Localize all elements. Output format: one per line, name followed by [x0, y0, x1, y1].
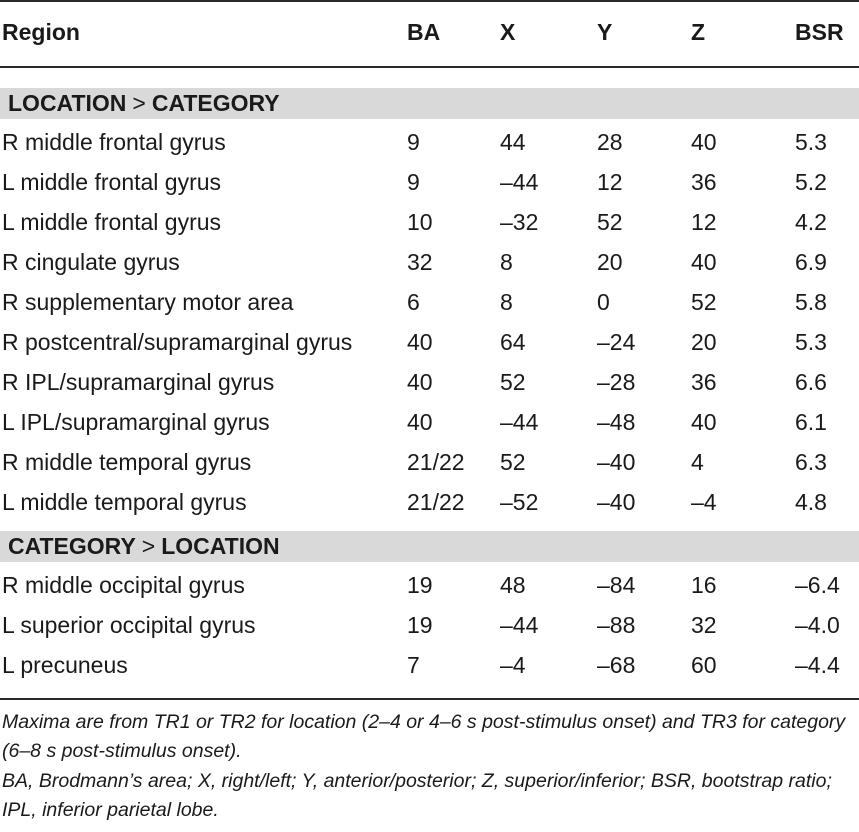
- table-row: [0, 645, 859, 685]
- cell-region: R IPL/supramarginal gyrus: [2, 369, 275, 395]
- cell-x: –44: [500, 409, 539, 435]
- cell-ba: 9: [407, 169, 420, 195]
- cell-ba: 32: [407, 249, 433, 275]
- cell-ba: 19: [407, 612, 433, 638]
- section-header-location-category: [0, 88, 859, 119]
- cell-x: 64: [500, 329, 526, 355]
- section-title: [8, 89, 280, 117]
- cell-y: 12: [597, 169, 623, 195]
- cell-region: R middle occipital gyrus: [2, 572, 245, 598]
- cell-region: L IPL/supramarginal gyrus: [2, 409, 270, 435]
- cell-x: 8: [500, 289, 513, 315]
- cell-y: 52: [597, 209, 623, 235]
- table-header: [0, 0, 859, 66]
- cell-bsr: 4.2: [795, 209, 827, 235]
- cell-y: –88: [597, 612, 636, 638]
- cell-region: L middle frontal gyrus: [2, 169, 222, 195]
- cell-region: L superior occipital gyrus: [2, 612, 256, 638]
- cell-y: –40: [597, 449, 636, 475]
- cell-z: 32: [691, 612, 717, 638]
- cell-region: R supplementary motor area: [2, 289, 294, 315]
- cell-z: 20: [691, 329, 717, 355]
- cell-z: 36: [691, 369, 717, 395]
- table-row: [0, 202, 859, 242]
- header-y: Y: [597, 19, 613, 45]
- cell-z: 16: [691, 572, 717, 598]
- cell-bsr: 5.8: [795, 289, 827, 315]
- cell-bsr: –6.4: [795, 572, 840, 598]
- cell-z: 40: [691, 249, 717, 275]
- section-title: [8, 532, 280, 560]
- cell-x: –4: [500, 652, 526, 678]
- table-row: [0, 565, 859, 605]
- cell-y: 0: [597, 289, 610, 315]
- cell-z: 12: [691, 209, 717, 235]
- header-x: X: [500, 19, 516, 45]
- cell-ba: 6: [407, 289, 420, 315]
- cell-y: 20: [597, 249, 623, 275]
- table-row: [0, 162, 859, 202]
- section-operator: >: [132, 90, 146, 116]
- cell-y: –40: [597, 489, 636, 515]
- table-row: [0, 362, 859, 402]
- cell-x: –44: [500, 169, 539, 195]
- section-right: CATEGORY: [151, 90, 280, 116]
- cell-ba: 9: [407, 129, 420, 155]
- cell-z: 52: [691, 289, 717, 315]
- cell-y: –68: [597, 652, 636, 678]
- cell-region: L middle frontal gyrus: [2, 209, 222, 235]
- cell-ba: 40: [407, 329, 433, 355]
- cell-bsr: 6.9: [795, 249, 827, 275]
- cell-bsr: 5.2: [795, 169, 827, 195]
- cell-ba: 7: [407, 652, 420, 678]
- cell-x: –52: [500, 489, 539, 515]
- cell-bsr: 6.6: [795, 369, 827, 395]
- cell-z: 4: [691, 449, 704, 475]
- header-rule: [0, 66, 859, 68]
- cell-bsr: 5.3: [795, 129, 827, 155]
- cell-bsr: 5.3: [795, 329, 827, 355]
- cell-z: 36: [691, 169, 717, 195]
- cell-bsr: 4.8: [795, 489, 827, 515]
- cell-y: –28: [597, 369, 636, 395]
- section-left: LOCATION: [8, 90, 127, 116]
- section-operator: >: [141, 533, 156, 559]
- cell-ba: 21/22: [407, 489, 465, 515]
- cell-x: 52: [500, 449, 526, 475]
- cell-ba: 40: [407, 369, 433, 395]
- section-header-category-location: [0, 531, 859, 562]
- cell-z: 40: [691, 129, 717, 155]
- table-row: [0, 402, 859, 442]
- cell-region: L middle temporal gyrus: [2, 489, 247, 515]
- cell-region: R cingulate gyrus: [2, 249, 180, 275]
- cell-ba: 21/22: [407, 449, 465, 475]
- header-z: Z: [691, 19, 706, 45]
- cell-y: –24: [597, 329, 636, 355]
- section-right: LOCATION: [161, 533, 280, 559]
- cell-ba: 10: [407, 209, 433, 235]
- table-row: [0, 442, 859, 482]
- cell-x: –44: [500, 612, 539, 638]
- cell-bsr: 6.1: [795, 409, 827, 435]
- cell-region: L precuneus: [2, 652, 128, 678]
- table-row: [0, 282, 859, 322]
- cell-x: 8: [500, 249, 513, 275]
- table-row: [0, 322, 859, 362]
- section-left: CATEGORY: [8, 533, 136, 559]
- cell-bsr: 6.3: [795, 449, 827, 475]
- cell-y: 28: [597, 129, 623, 155]
- cell-ba: 19: [407, 572, 433, 598]
- cell-y: –84: [597, 572, 636, 598]
- cell-x: 52: [500, 369, 526, 395]
- cell-x: 44: [500, 129, 526, 155]
- cell-z: –4: [691, 489, 717, 515]
- cell-y: –48: [597, 409, 636, 435]
- cell-region: R postcentral/supramarginal gyrus: [2, 329, 353, 355]
- header-ba: BA: [407, 19, 441, 45]
- cell-ba: 40: [407, 409, 433, 435]
- header-region: Region: [2, 19, 80, 45]
- cell-x: –32: [500, 209, 539, 235]
- cell-z: 40: [691, 409, 717, 435]
- table-row: [0, 242, 859, 282]
- header-bsr: BSR: [795, 19, 844, 45]
- bottom-rule: [0, 698, 859, 700]
- footnote-maxima: Maxima are from TR1 or TR2 for location (2–4 or 4–6 s post-stimulus onset) and TR3 for category (6–8 s post-stimulus onset).: [2, 711, 846, 762]
- table-row: [0, 482, 859, 522]
- footnote-abbreviations: BA, Brodmann’s area; X, right/left; Y, anterior/posterior; Z, superior/inferior; BSR, bootstrap ratio; IPL, inferior parietal lobe.: [2, 770, 832, 821]
- table-row: [0, 605, 859, 645]
- cell-bsr: –4.0: [795, 612, 840, 638]
- table-row: [0, 122, 859, 162]
- cell-region: R middle temporal gyrus: [2, 449, 252, 475]
- cell-x: 48: [500, 572, 526, 598]
- cell-bsr: –4.4: [795, 652, 840, 678]
- top-rule: [0, 0, 859, 2]
- cell-z: 60: [691, 652, 717, 678]
- cell-region: R middle frontal gyrus: [2, 129, 226, 155]
